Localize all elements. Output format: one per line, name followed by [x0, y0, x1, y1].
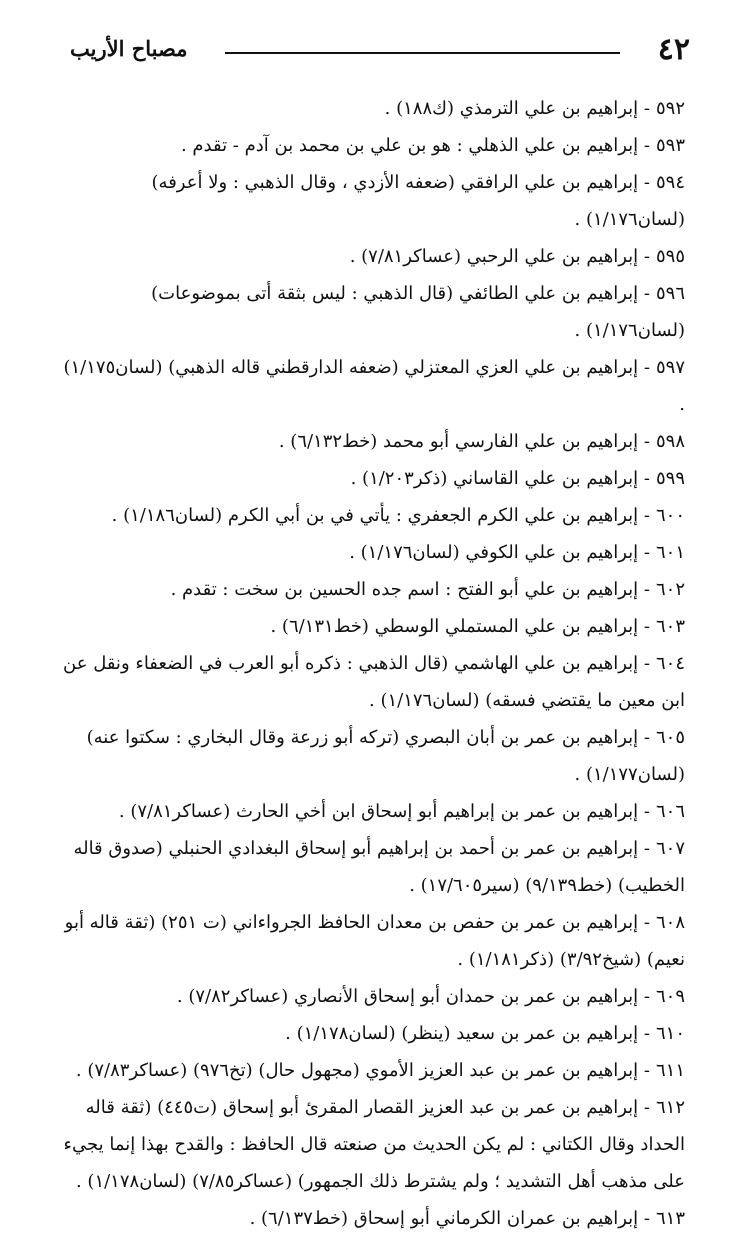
book-title: مصباح الأريب	[70, 36, 188, 61]
entry-text: - إبراهيم بن عمر بن أحمد بن إبراهيم أبو إسحاق البغدادي الحنبلي (صدوق قاله الخطيب) (خط٩/١٣٩) (سير١٧/٦٠٥) .	[73, 838, 685, 896]
entry-text: - إبراهيم بن علي الذهلي : هو بن علي بن محمد بن آدم - تقدم .	[180, 135, 650, 156]
entry-text: - إبراهيم بن علي الكرم الجعفري : يأتي في بن أبي الكرم (لسان١/١٨٦) .	[111, 505, 650, 526]
entry-text: - إبراهيم بن علي الكوفي (لسان١/١٧٦) .	[349, 542, 650, 563]
entry-item	[55, 645, 685, 719]
entry-text: - إبراهيم بن عمر بن حمدان أبو إسحاق الأنصاري (عساكر٧/٨٢) .	[176, 986, 650, 1007]
entry-item	[55, 978, 685, 1015]
entry-item	[55, 423, 685, 460]
entry-number: ٥٩٤	[655, 172, 685, 193]
entry-item	[55, 571, 685, 608]
entry-item	[55, 1052, 685, 1089]
entry-number: ٦٠٠	[655, 505, 685, 526]
entry-text: - إبراهيم بن علي القاساني (ذكر١/٢٠٣) .	[350, 468, 650, 489]
entry-number: ٦٠١	[655, 542, 685, 563]
entry-item	[55, 497, 685, 534]
entry-number: ٦٠٢	[655, 579, 685, 600]
entry-number: ٦١٢	[655, 1097, 685, 1118]
entry-text: - إبراهيم بن علي العزي المعتزلي (ضعفه الدارقطني قاله الذهبي) (لسان١/١٧٥) .	[63, 357, 685, 415]
entry-item	[55, 238, 685, 275]
entry-text: - إبراهيم بن عمر بن عبد العزيز الأموي (مجهول حال) (تخ٩٧٦) (عساكر٧/٨٣) .	[75, 1060, 650, 1081]
entry-item	[55, 460, 685, 497]
entry-number: ٥٩٨	[655, 431, 685, 452]
entry-number: ٦٠٣	[655, 616, 685, 637]
entry-text: - إبراهيم بن علي الرافقي (ضعفه الأزدي ، وقال الذهبي : ولا أعرفه) (لسان١/١٧٦) .	[151, 172, 685, 230]
entry-item	[55, 1200, 685, 1237]
entry-number: ٥٩٧	[655, 357, 685, 378]
entry-text: - إبراهيم بن عمر بن حفص بن معدان الحافظ الجرواءاني (ت ٢٥١) (ثقة قاله أبو نعيم) (شيخ٣/٩٢) (ذكر١/١٨١) .	[64, 912, 685, 970]
page-header	[70, 30, 690, 70]
entry-number: ٦١٣	[655, 1208, 685, 1229]
entry-number: ٦٠٤	[655, 653, 685, 674]
entry-text: - إبراهيم بن عمر بن عبد العزيز القصار المقرئ أبو إسحاق (ت٤٤٥) (ثقة قاله الحداد وقال الكتاني : لم يكن الحديث من صنعته قال الحافظ : والقدح بهذا إنما يجيء على مذهب أهل التشديد ؛ ولم يشترط ذلك الجمهور) (عساكر٧/٨٥) (لسان١/١٧٨) .	[63, 1097, 685, 1192]
entry-item	[55, 1089, 685, 1200]
entry-item	[55, 1015, 685, 1052]
entry-item	[55, 719, 685, 793]
entry-number: ٦١١	[655, 1060, 685, 1081]
entry-item	[55, 793, 685, 830]
entry-text: - إبراهيم بن علي الفارسي أبو محمد (خط٦/١٣٢) .	[278, 431, 650, 452]
entry-item	[55, 608, 685, 645]
entry-text: - إبراهيم بن علي المستملي الوسطي (خط٦/١٣١) .	[270, 616, 650, 637]
entry-number: ٦٠٥	[655, 727, 685, 748]
entry-item	[55, 275, 685, 349]
entry-number: ٥٩٩	[655, 468, 685, 489]
entry-number: ٥٩٣	[655, 135, 685, 156]
entry-text: - إبراهيم بن عمران الكرماني أبو إسحاق (خط٦/١٣٧) .	[249, 1208, 650, 1229]
entry-text: - إبراهيم بن علي أبو الفتح : اسم جده الحسين بن سخت : تقدم .	[170, 579, 650, 600]
entry-item	[55, 534, 685, 571]
entry-number: ٦١٠	[655, 1023, 685, 1044]
entry-item	[55, 349, 685, 423]
entry-number: ٦٠٩	[655, 986, 685, 1007]
entry-text: - إبراهيم بن عمر بن أبان البصري (تركه أبو زرعة وقال البخاري : سكتوا عنه) (لسان١/١٧٧) .	[86, 727, 685, 785]
entry-number: ٥٩٦	[655, 283, 685, 304]
entry-list	[55, 90, 685, 1237]
entry-item	[55, 164, 685, 238]
entry-item	[55, 904, 685, 978]
entry-text: - إبراهيم بن علي الطائفي (قال الذهبي : ليس بثقة أتى بموضوعات) (لسان١/١٧٦) .	[151, 283, 685, 341]
page-number: ٤٢	[657, 32, 690, 67]
entry-text: - إبراهيم بن علي الترمذي (ك١٨٨) .	[384, 98, 650, 119]
entry-number: ٦٠٦	[655, 801, 685, 822]
entry-text: - إبراهيم بن عمر بن إبراهيم أبو إسحاق ابن أخي الحارث (عساكر٧/٨١) .	[118, 801, 650, 822]
entry-number: ٦٠٧	[655, 838, 685, 859]
entry-number: ٥٩٥	[655, 246, 685, 267]
entry-text: - إبراهيم بن عمر بن سعيد (ينظر) (لسان١/١٧٨) .	[285, 1023, 650, 1044]
entry-item	[55, 127, 685, 164]
entry-number: ٦٠٨	[655, 912, 685, 933]
entry-item	[55, 90, 685, 127]
entry-text: - إبراهيم بن علي الرحبي (عساكر٧/٨١) .	[349, 246, 650, 267]
entry-text: - إبراهيم بن علي الهاشمي (قال الذهبي : ذكره أبو العرب في الضعفاء ونقل عن ابن معين ما يقتضي فسقه) (لسان١/١٧٦) .	[63, 653, 685, 711]
entry-item	[55, 830, 685, 904]
header-divider	[225, 52, 620, 54]
entry-number: ٥٩٢	[655, 98, 685, 119]
